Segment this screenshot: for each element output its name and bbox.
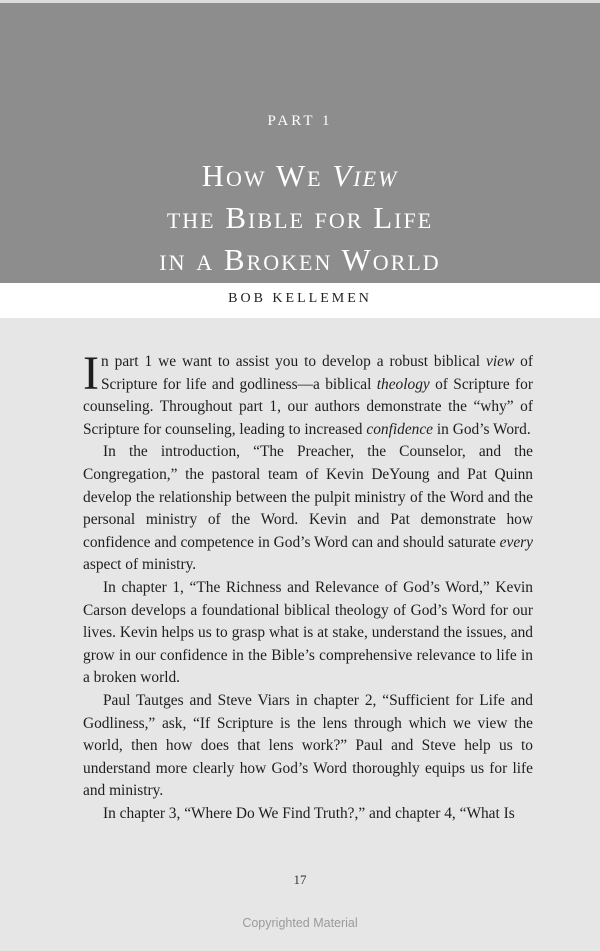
paragraph-2-text-a: In the introduction, “The Preacher, the Counselor, and the Congregation,” the pastoral team of Kevin DeYoung and Pat Quinn develop the relationship between the pulpit ministry of the Word and the personal ministry of the Word. Kevin and Pat demonstrate how confidence and competence in God’s Word can and should saturate xyxy=(83,443,533,551)
paragraph-1-italic-confidence: confidence xyxy=(366,420,434,438)
paragraph-1-italic-theology: theology xyxy=(376,375,430,393)
page-number: 17 xyxy=(293,872,307,887)
part-title-line-1 xyxy=(0,155,600,197)
part-title-line-1-italic: View xyxy=(332,158,399,193)
paragraph-3: In chapter 1, “The Richness and Relevance of God’s Word,” Kevin Carson develops a foundational biblical theology of God’s Word for our lives. Kevin helps us to grasp what is at stake, understand the issues, and grow in our confidence in the Bible’s comprehensive relevance to life in a broken world. xyxy=(83,578,533,687)
paragraph-1-text-g: in God’s Word. xyxy=(433,420,531,438)
paragraph-1-text-c: of Scripture for life and godliness—a biblical xyxy=(100,353,533,393)
paragraph-2 xyxy=(83,441,533,577)
drop-cap: I xyxy=(83,347,99,400)
paragraph-1-italic-view: view xyxy=(486,353,515,370)
part-header-band xyxy=(0,3,600,283)
paragraph-2-text-c: aspect of ministry. xyxy=(83,556,197,574)
paragraph-4: Paul Tautges and Steve Viars in chapter 2, “Sufficient for Life and Godliness,” ask, “If Scripture is the lens through which we view the world, then how does that lens work?” Paul and Steve help us to understand more clearly how God’s Word thoroughly equips us for life and ministry. xyxy=(83,691,533,800)
author-band xyxy=(0,283,600,318)
body-text xyxy=(83,347,534,825)
paragraph-1-text-a: n part 1 we want to assist you to develop a robust biblical xyxy=(100,353,487,370)
part-label: PART 1 xyxy=(267,113,333,129)
part-title-line-1-roman: How We xyxy=(201,158,333,193)
paragraph-5: In chapter 3, “Where Do We Find Truth?,” and chapter 4, “What Is xyxy=(103,804,515,822)
part-title xyxy=(0,155,600,281)
part-title-line-2: the Bible for Life xyxy=(166,200,434,235)
paragraph-2-italic-every: every xyxy=(499,533,533,551)
paragraph-1-text-e: of Scripture for counseling. Throughout part 1, our authors demonstrate the “why” of Scripture for counseling, leading to increased xyxy=(83,375,534,438)
paragraph-1 xyxy=(83,347,534,441)
author-name: BOB KELLEMEN xyxy=(228,291,372,306)
part-title-line-3: in a Broken World xyxy=(159,242,441,277)
copyright-watermark: Copyrighted Material xyxy=(242,916,358,930)
